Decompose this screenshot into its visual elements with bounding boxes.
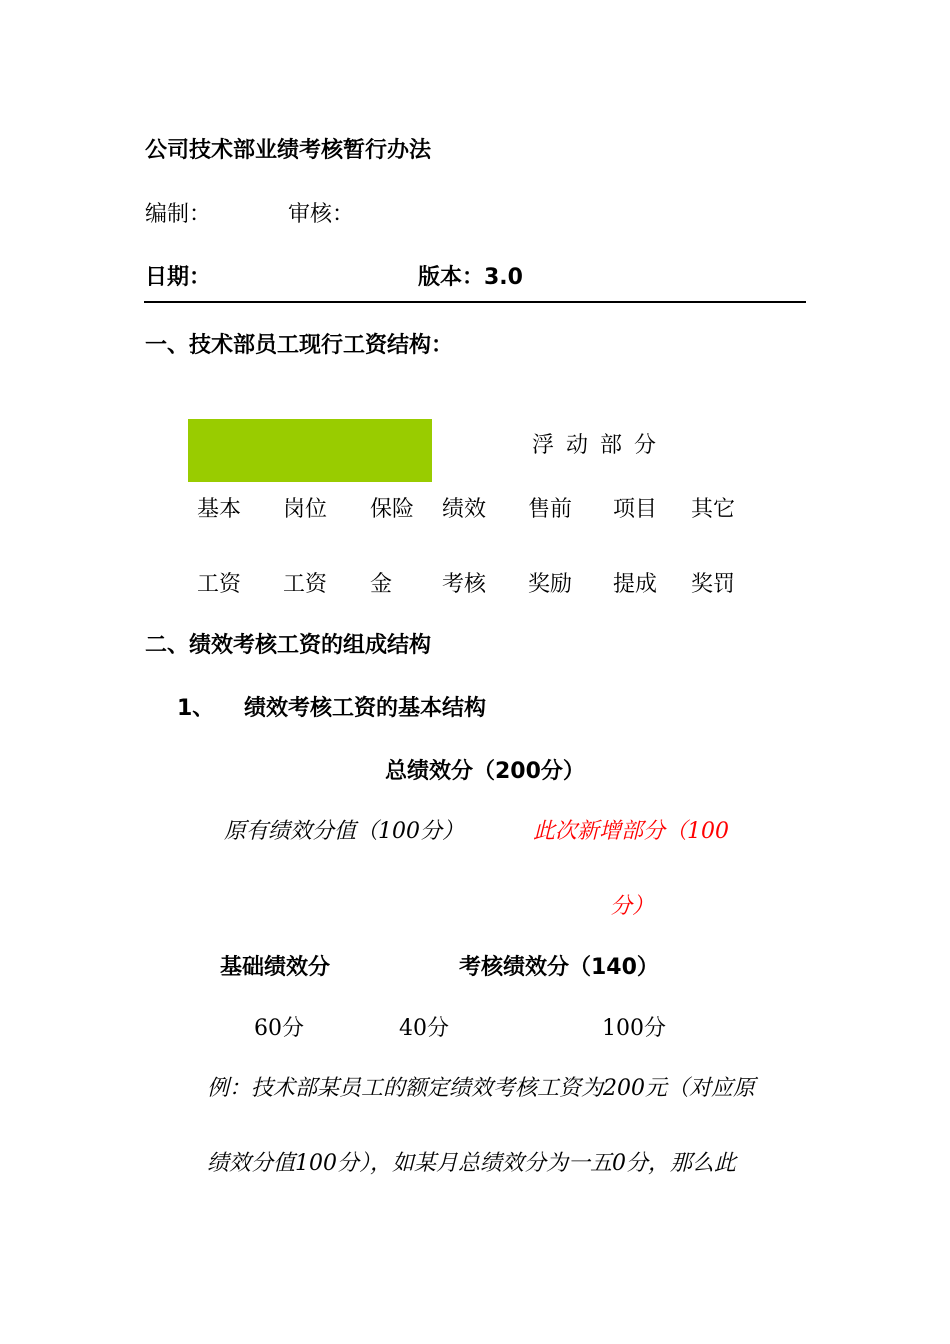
- column-line2: 工资: [283, 572, 328, 597]
- example-text-line2: 绩效分值100分），如某月总绩效分为一五0分，那么此: [207, 1151, 736, 1176]
- column-line2: 考核: [442, 572, 487, 597]
- version-label: 版本：3.0: [418, 265, 523, 290]
- column-line1: 其它: [691, 497, 736, 522]
- column-line2: 工资: [197, 572, 242, 597]
- score-40: 40分: [399, 1016, 449, 1041]
- header-divider: [144, 301, 806, 303]
- document-title: 公司技术部业绩考核暂行办法: [145, 138, 432, 163]
- total-score-label: 总绩效分（200分）: [385, 759, 585, 784]
- subsection-heading: 绩效考核工资的基本结构: [244, 696, 487, 721]
- assessment-score-label: 考核绩效分（140）: [459, 955, 659, 980]
- section1-heading: 一、技术部员工现行工资结构：: [145, 333, 454, 358]
- example-text-line1: 例：技术部某员工的额定绩效考核工资为200元（对应原: [207, 1076, 755, 1101]
- column-line2: 提成: [613, 572, 658, 597]
- column-line2: 奖罚: [691, 572, 736, 597]
- edit-label: 编制：: [145, 202, 212, 227]
- date-label: 日期：: [145, 265, 212, 290]
- review-label: 审核：: [288, 202, 355, 227]
- original-score-label: 原有绩效分值（100分）: [224, 819, 464, 844]
- column-line1: 项目: [613, 497, 658, 522]
- score-60: 60分: [254, 1016, 304, 1041]
- section2-heading: 二、绩效考核工资的组成结构: [145, 633, 432, 658]
- fixed-salary-block: [188, 419, 432, 482]
- column-line2: 金: [370, 572, 393, 597]
- score-100: 100分: [602, 1016, 666, 1041]
- column-line1: 基本: [197, 497, 242, 522]
- basic-score-label: 基础绩效分: [220, 955, 331, 980]
- column-line1: 售前: [528, 497, 573, 522]
- new-part-label-continued: 分）: [610, 894, 655, 919]
- column-line1: 岗位: [283, 497, 328, 522]
- column-line1: 保险: [370, 497, 415, 522]
- floating-part-label: 浮动部分: [532, 433, 669, 458]
- subsection-number: 1、: [177, 696, 215, 721]
- column-line2: 奖励: [528, 572, 573, 597]
- column-line1: 绩效: [442, 497, 487, 522]
- new-part-label: 此次新增部分（100: [533, 819, 729, 844]
